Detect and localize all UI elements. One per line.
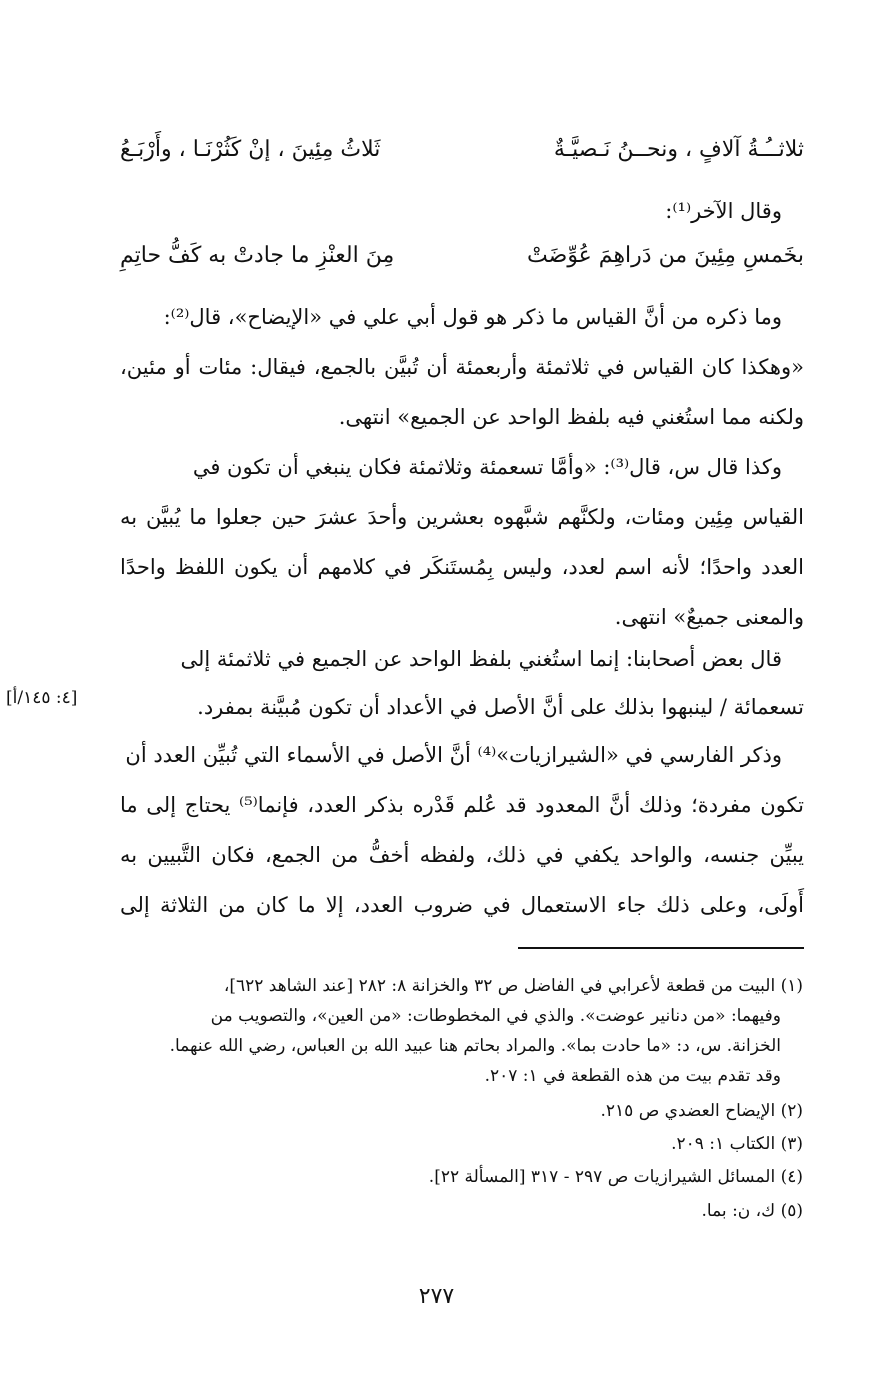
footnote-1-cont: وفيهما: «من دنانير عوضت». والذي في المخطوطات: «من العين»، والتصويب من <box>210 1006 781 1026</box>
footnote-4: (٤) المسائل الشيرازيات ص ٢٩٧ - ٣١٧ [المسألة ٢٢]. <box>428 1167 803 1187</box>
footnote-3: (٣) الكتاب ١: ٢٠٩. <box>671 1134 803 1154</box>
body-line: وما ذكره من أنَّ القياس ما ذكر هو قول أبي علي في «الإيضاح»، قال⁽²⁾: <box>163 305 782 329</box>
footnote-1: (١) البيت من قطعة لأعرابي في الفاضل ص ٣٢ والخزانة ٨: ٢٨٢ [عند الشاهد ٦٢٢]، <box>223 976 803 996</box>
verse-1 <box>120 137 804 177</box>
body-line: «وهكذا كان القياس في ثلاثمئة وأربعمئة أن تُبيَّن بالجمع، فيقال: مئات أو مئين، <box>120 355 804 379</box>
body-line: تسعمائة / لينبهوا بذلك على أنَّ الأصل في الأعداد أن تكون مُبيَّنة بمفرد. <box>197 695 804 719</box>
page-number: ٢٧٧ <box>418 1284 455 1309</box>
body-line: وكذا قال س، قال⁽³⁾: «وأمَّا تسعمئة وثلاثمئة فكان ينبغي أن تكون في <box>192 455 782 479</box>
body-line: ولكنه مما استُغني فيه بلفظ الواحد عن الجميع» انتهى. <box>338 405 804 429</box>
footnote-1-cont: وقد تقدم بيت من هذه القطعة في ١: ٢٠٧. <box>484 1066 781 1086</box>
footnote-separator <box>518 947 804 949</box>
body-line: قال بعض أصحابنا: إنما استُغني بلفظ الواحد عن الجميع في ثلاثمئة إلى <box>180 647 782 671</box>
body-line: وذكر الفارسي في «الشيرازيات»⁽⁴⁾ أنَّ الأصل في الأسماء التي تُبيِّن العدد أن <box>125 743 782 767</box>
body-line: يبيِّن جنسه، والواحد يكفي في ذلك، ولفظه أخفُّ من الجمع، فكان التَّبيين به <box>120 843 804 867</box>
verse-2-first-hemistich: بخَمسِ مِئِينَ من دَراهِمَ عُوِّضَتْ <box>527 243 804 268</box>
body-line: أَولَى، وعلى ذلك جاء الاستعمال في ضروب العدد، إلا ما كان من الثلاثة إلى <box>120 893 804 917</box>
verse-2-second-hemistich: مِنَ العنْزِ ما جادتْ به كَفُّ حاتِمِ <box>120 243 395 268</box>
body-line: القياس مِئِين ومئات، ولكنَّهم شبَّهوه بعشرين وأحدَ عشرَ حين جعلوا ما يُبيَّن به <box>120 505 804 529</box>
footnote-1-cont: الخزانة. س، د: «ما حادت بما». والمراد بحاتم هنا عبيد الله بن العباس، رضي الله عنهما. <box>169 1036 781 1056</box>
verse-2 <box>120 243 804 283</box>
verse-1-second-hemistich: ثَلاثُ مِئِينَ ، إنْ كَثُرْنَـا ، وأَرْبَـعُ <box>120 137 381 162</box>
footnote-5: (٥) ك، ن: بما. <box>701 1201 803 1221</box>
body-line: تكون مفردة؛ وذلك أنَّ المعدود قد عُلم قَدْره بذكر العدد، فإنما⁽⁵⁾ يحتاج إلى ما <box>120 793 804 817</box>
footnote-2: (٢) الإيضاح العضدي ص ٢١٥. <box>600 1101 803 1121</box>
verse-1-first-hemistich: ثلاثــُـةُ آلافٍ ، ونحــنُ نَـصيَّـةٌ <box>553 137 804 162</box>
margin-manuscript-reference: [٤: ١٤٥/أ] <box>6 688 78 708</box>
body-line: العدد واحدًا؛ لأنه اسم لعدد، وليس بِمُستَنكَر في كلامهم أن يكون اللفظ واحدًا <box>120 555 804 579</box>
body-line: والمعنى جميعٌ» انتهى. <box>614 605 804 629</box>
intro-line: وقال الآخر⁽¹⁾: <box>665 199 782 223</box>
